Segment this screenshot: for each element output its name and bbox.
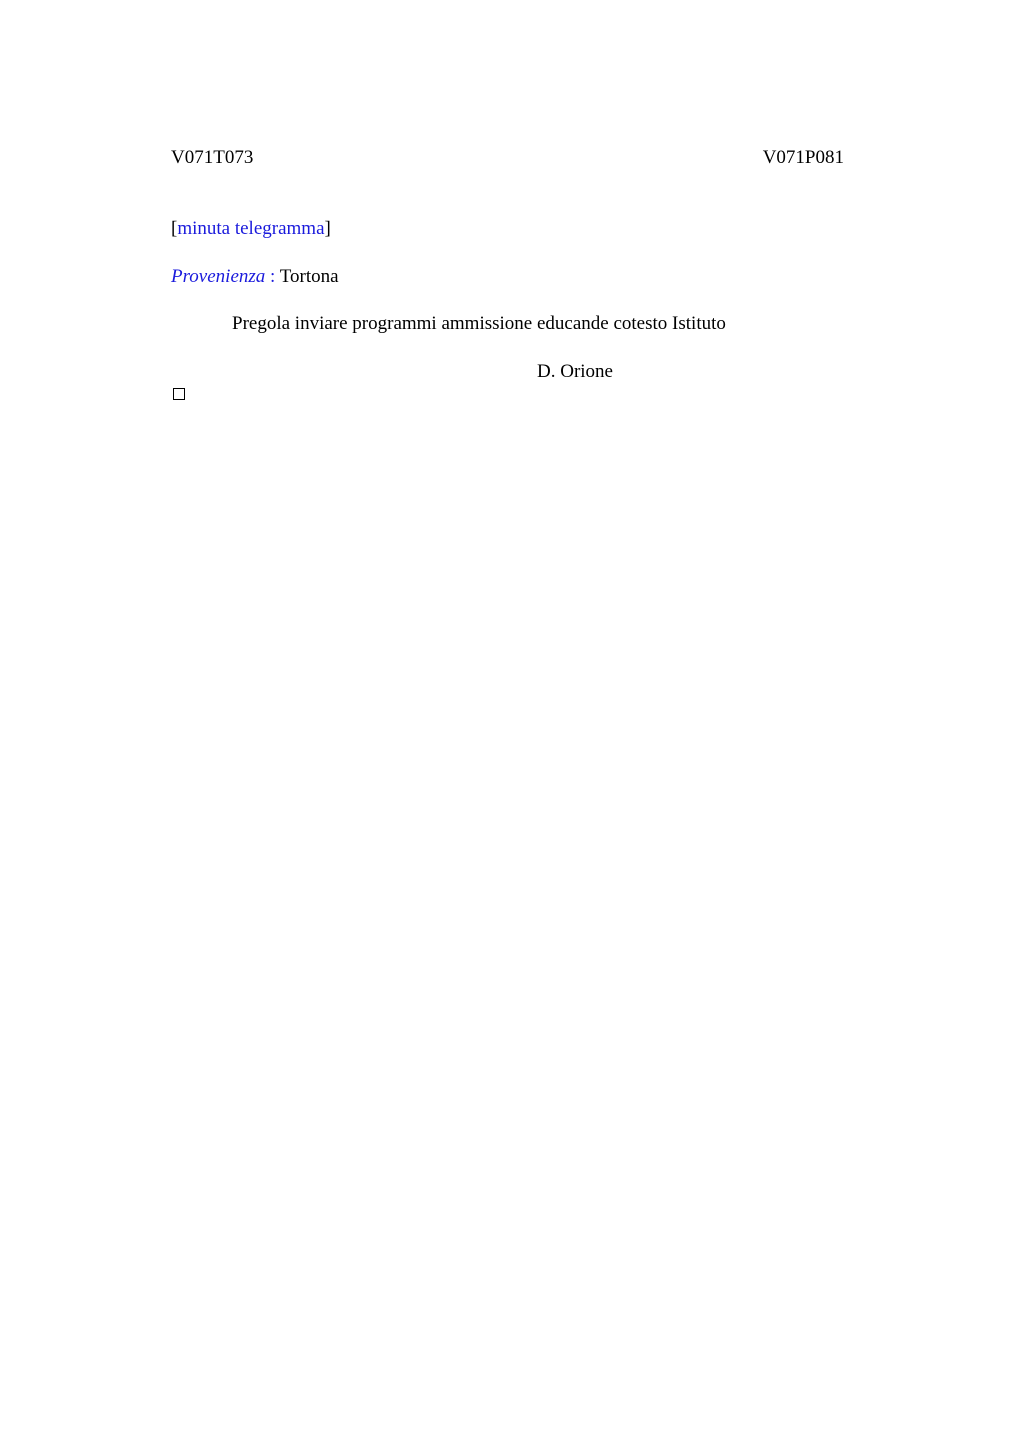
origin-line	[171, 265, 339, 289]
origin-label: Provenienza	[171, 266, 266, 287]
open-bracket: [	[171, 218, 178, 239]
close-bracket: ]	[324, 218, 331, 239]
document-code-right: V071P081	[762, 147, 844, 168]
origin-value: Tortona	[279, 266, 339, 287]
signature: D. Orione	[537, 361, 613, 382]
document-code-left: V071T073	[171, 147, 254, 168]
origin-separator: :	[265, 266, 280, 287]
document-type-label: minuta telegramma	[177, 218, 325, 239]
telegram-body: Pregola inviare programmi ammissione educande cotesto Istituto	[232, 313, 726, 334]
square-outline-icon	[173, 388, 185, 400]
document-type	[171, 217, 331, 241]
